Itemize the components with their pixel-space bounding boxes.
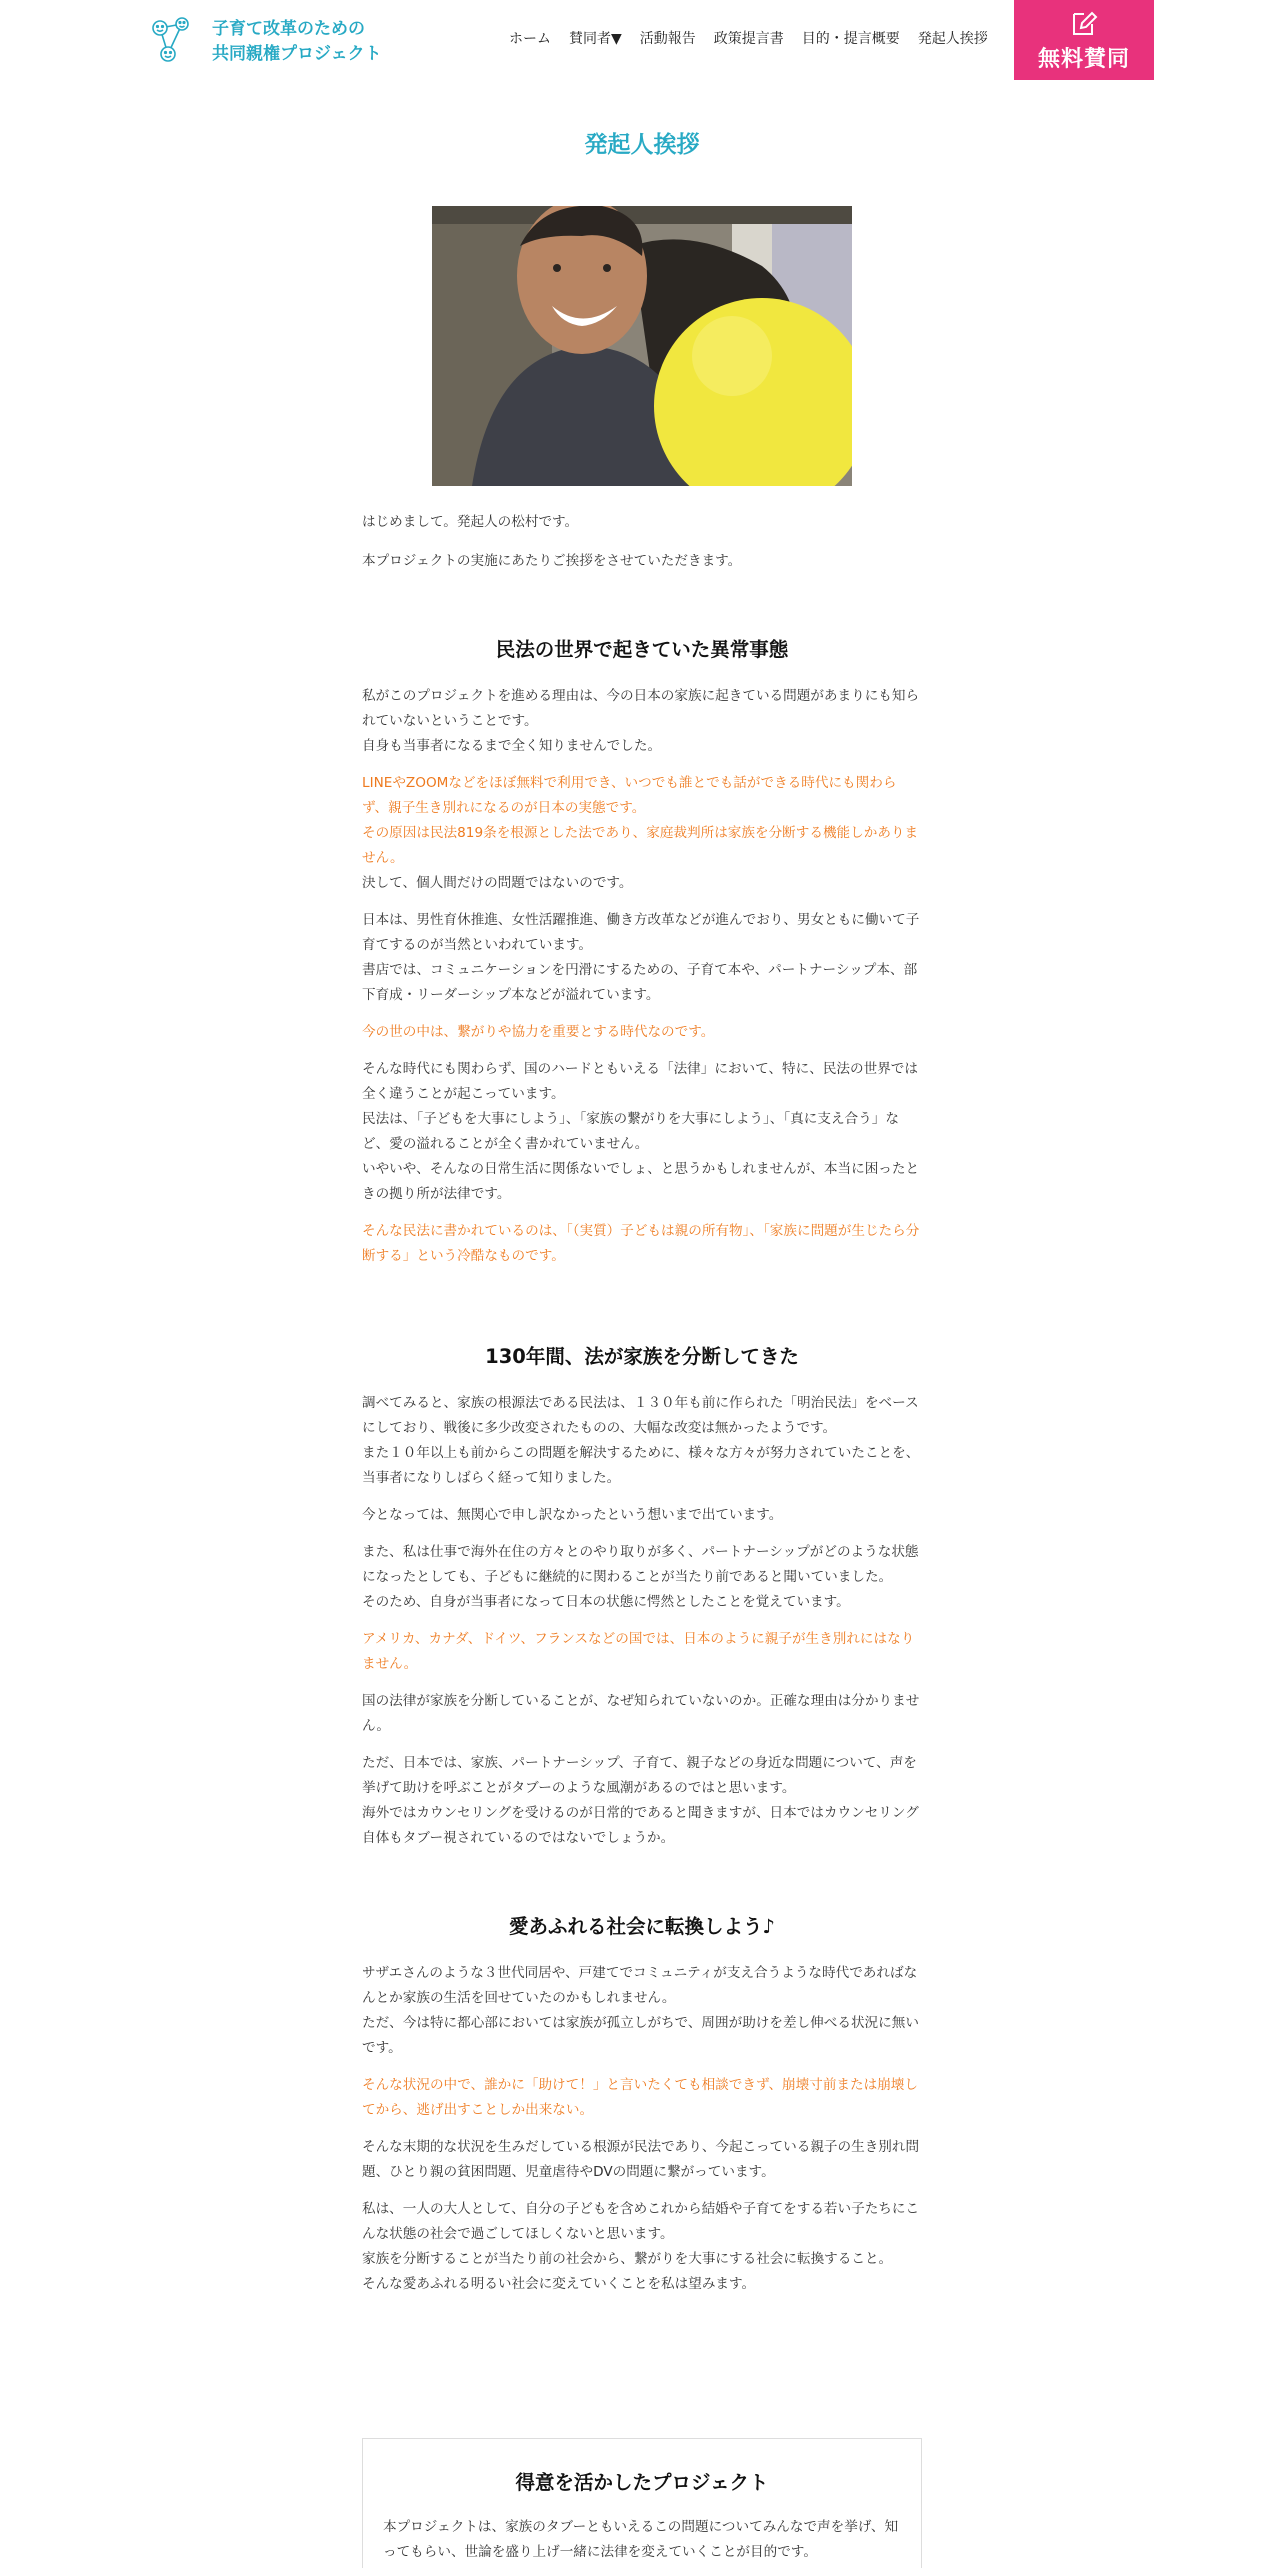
nav-activity-report[interactable]: 活動報告 <box>639 31 696 47</box>
free-support-label: 無料賛同 <box>1037 46 1130 72</box>
intro-paragraph: 本プロジェクトの実施にあたりご挨拶をさせていただきます。 <box>362 553 742 569</box>
nav-purpose[interactable]: 目的・提言概要 <box>801 31 900 47</box>
highlight-text: LINEやZOOMなどをほぼ無料で利用でき、いつでも誰とでも話ができる時代にも関わらず、親子生き別れになるのが日本の実態です。 その原因は民法819条を根源とした法であり、家庭裁判所は家族を分断する機能しかありません。 <box>362 775 919 866</box>
site-header <box>0 0 1284 80</box>
people-network-icon <box>146 14 206 70</box>
founder-photo <box>432 206 852 486</box>
section-heading: 愛あふれる社会に転換しよう♪ <box>509 1915 775 1938</box>
body-paragraph: 私は、一人の大人として、自分の子どもを含めこれから結婚や子育てをする若い子たちにこんな状態の社会で過ごしてほしくないと思います。 家族を分断することが当たり前の社会から、繋がりを大事にする社会に転換すること。 そんな愛あふれる明るい社会に変えていくことを私は望みます。 <box>362 2201 920 2292</box>
free-support-button[interactable] <box>1014 0 1154 80</box>
body-paragraph: 国の法律が家族を分断していることが、なぜ知られていないのか。正確な理由は分かりません。 <box>362 1693 920 1734</box>
highlight-paragraph: そんな状況の中で、誰かに「助けて！」と言いたくても相談できず、崩壊寸前または崩壊してから、逃げ出すことしか出来ない。 <box>362 2077 918 2118</box>
main-nav <box>500 28 997 50</box>
main-content <box>362 510 922 2309</box>
body-text: 決して、個人間だけの問題ではないのです。 <box>362 875 633 891</box>
body-paragraph: そんな末期的な状況を生みだしている根源が民法であり、今起こっている親子の生き別れ問題、ひとり親の貧困問題、児童虐待やDVの問題に繋がっています。 <box>362 2139 920 2180</box>
body-paragraph: ただ、日本では、家族、パートナーシップ、子育て、親子などの身近な問題について、声を挙げて助けを呼ぶことがタブーのような風潮があるのではと思います。 海外ではカウンセリングを受けるのが日常的であると聞きますが、日本ではカウンセリング自体もタブー視されているのではないでしょうか。 <box>362 1755 919 1846</box>
body-paragraph: サザエさんのような３世代同居や、戸建てでコミュニティが支え合うような時代であればなんとか家族の生活を回せていたのかもしれません。 ただ、今は特に都心部においては家族が孤立しがちで、周囲が助けを差し伸べる状況に無いです。 <box>362 1965 919 2056</box>
nav-supporters[interactable]: 賛同者▼ <box>569 31 622 47</box>
body-paragraph: 日本は、男性育休推進、女性活躍推進、働き方改革などが進んでおり、男女ともに働いて子育てするのが当然といわれています。 書店では、コミュニケーションを円滑にするための、子育て本や、パートナーシップ本、部下育成・リーダーシップ本などが溢れています。 <box>362 912 920 1003</box>
logo-line-2: 共同親権プロジェクト <box>212 44 382 64</box>
body-paragraph: 今となっては、無関心で申し訳なかったという想いまで出ています。 <box>362 1507 783 1523</box>
intro-paragraph: はじめまして。発起人の松村です。 <box>362 514 579 530</box>
body-paragraph <box>362 771 922 896</box>
logo-text <box>212 17 382 67</box>
section-heading: 130年間、法が家族を分断してきた <box>485 1345 799 1368</box>
pencil-edit-icon <box>1068 8 1100 38</box>
box-title: 得意を活かしたプロジェクト <box>515 2471 769 2494</box>
highlight-paragraph: 今の世の中は、繋がりや協力を重要とする時代なのです。 <box>362 1024 715 1040</box>
section-heading: 民法の世界で起きていた異常事態 <box>495 638 789 661</box>
nav-home[interactable]: ホーム <box>509 31 551 47</box>
page-title: 発起人挨拶 <box>584 132 700 158</box>
body-paragraph: そんな時代にも関わらず、国のハードともいえる「法律」において、特に、民法の世界では全く違うことが起こっています。 民法は、「子どもを大事にしよう」、「家族の繋がりを大事にしよう」、「真に支え合う」など、愛の溢れることが全く書かれていません。 いやいや、そんなの日常生活に関係ないでしょ、と思うかもしれませんが、本当に困ったときの拠り所が法律です。 <box>362 1061 920 1202</box>
logo-line-1: 子育て改革のための <box>212 19 365 39</box>
body-paragraph: 私がこのプロジェクトを進める理由は、今の日本の家族に起きている問題があまりにも知られていないということです。 自身も当事者になるまで全く知りませんでした。 <box>362 688 920 754</box>
highlight-paragraph: そんな民法に書かれているのは、「（実質）子どもは親の所有物」、「家族に問題が生じたら分断する」という冷酷なものです。 <box>362 1223 920 1264</box>
site-logo[interactable] <box>146 14 382 70</box>
nav-greeting[interactable]: 発起人挨拶 <box>917 31 988 47</box>
body-paragraph: また、私は仕事で海外在住の方々とのやり取りが多く、パートナーシップがどのような状態になったとしても、子どもに継続的に関わることが当たり前であると聞いていました。 そのため、自身が当事者になって日本の状態に愕然としたことを覚えています。 <box>362 1544 919 1610</box>
body-paragraph: 調べてみると、家族の根源法である民法は、１３０年も前に作られた「明治民法」をベースにしており、戦後に多少改変されたものの、大幅な改変は無かったようです。 また１０年以上も前からこの問題を解決するために、様々な方々が努力されていたことを、当事者になりしばらく経って知りました。 <box>362 1395 920 1486</box>
project-info-box <box>362 2438 922 2568</box>
highlight-paragraph: アメリカ、カナダ、ドイツ、フランスなどの国では、日本のように親子が生き別れにはなりません。 <box>362 1631 915 1672</box>
box-text: 本プロジェクトは、家族のタブーともいえるこの問題についてみんなで声を挙げ、知ってもらい、世論を盛り上げ一緒に法律を変えていくことが目的です。 <box>383 2519 899 2560</box>
nav-policy-proposal[interactable]: 政策提言書 <box>713 31 784 47</box>
